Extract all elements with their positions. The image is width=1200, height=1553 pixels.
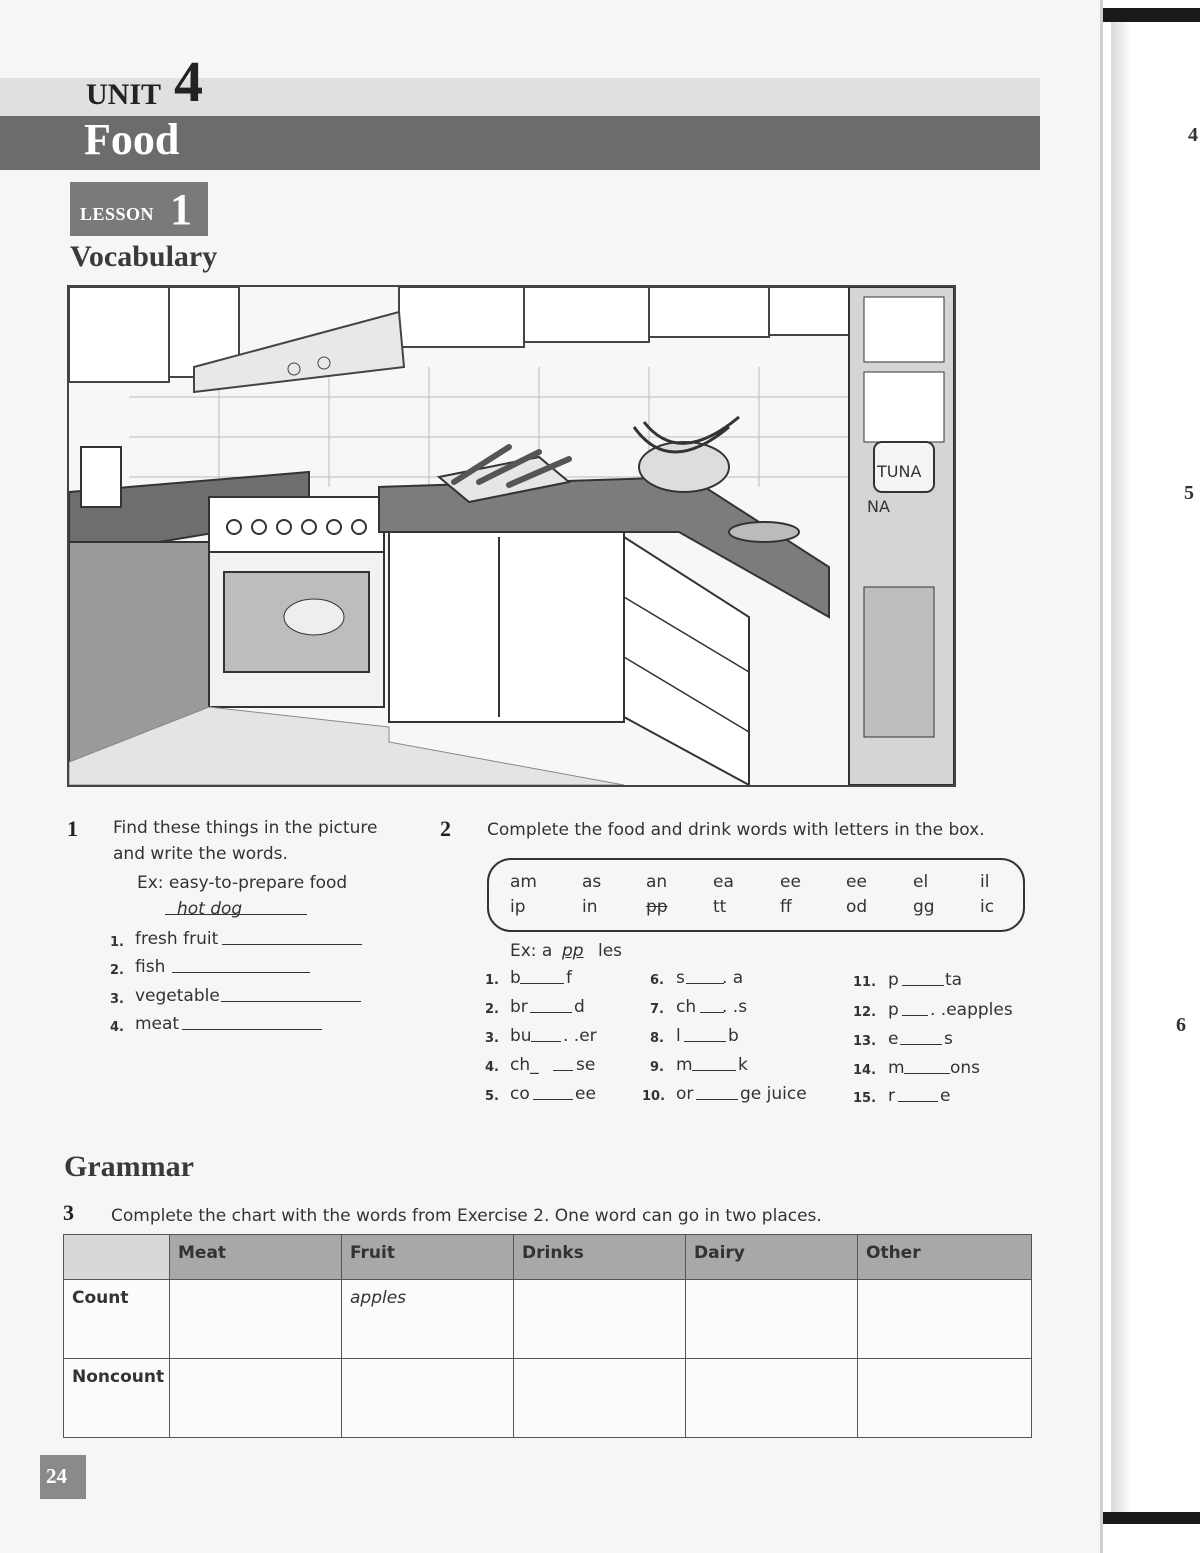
chart-cell[interactable] [686,1280,858,1359]
ex2-item-end: e [940,1086,951,1106]
chart-cell[interactable] [514,1280,686,1359]
ex1-item-num: 1. [110,935,124,950]
edge-number-5: 5 [1184,482,1194,504]
ex2-item-end: b [728,1026,739,1046]
chart-header-fruit: Fruit [342,1235,514,1280]
exercise-1-example-prompt: Ex: easy-to-prepare food [137,873,348,893]
chart-corner-cell [64,1235,170,1280]
exercise-1-example-answer: hot dog [177,899,243,919]
exercise-1-number: 1 [67,816,78,841]
exercise-3-instruction: Complete the chart with the words from Exercise 2. One word can go in two places. [111,1206,822,1226]
chart-cell[interactable]: apples [342,1280,514,1359]
lesson-number: 1 [170,185,192,234]
ex1-item-num: 4. [110,1020,124,1035]
letter-chip: tt [713,897,727,917]
ex1-item-label: meat [135,1014,180,1034]
ex2-example-prefix: Ex: a [510,941,553,961]
grammar-heading: Grammar [64,1150,194,1183]
ex2-item-num: 3. [485,1031,499,1046]
ex2-item-start: l [676,1026,681,1046]
ex2-item-end: ta [945,970,963,990]
edge-top-bar [1103,8,1200,22]
ex2-item-num: 14. [853,1063,877,1078]
exercise-1-instruction: Find these things in the picture [113,818,378,838]
letter-chip: ff [780,897,792,917]
ex2-item-start: m [888,1058,905,1078]
unit-number: 4 [174,49,203,114]
ex2-blank[interactable] [900,1044,942,1045]
ex2-item-start: p [888,1000,899,1020]
ex1-answer-line[interactable] [182,1029,322,1030]
ex2-blank[interactable] [684,1041,726,1042]
page-number: 24 [46,1464,67,1488]
chart-header-row [64,1235,1032,1280]
vocabulary-heading: Vocabulary [70,240,218,273]
letter-chip: am [510,872,537,892]
tuna-can-label-2: NA [867,497,890,516]
edge-number-4: 4 [1188,124,1198,146]
ex2-blank[interactable] [530,1012,572,1013]
letter-chip: ip [510,897,526,917]
ex2-item-num: 9. [650,1060,664,1075]
ex2-item-num: 2. [485,1002,499,1017]
edge-bottom-bar [1103,1512,1200,1524]
chart-cell[interactable] [858,1359,1032,1438]
chart-cell[interactable] [342,1359,514,1438]
ex2-item-num: 11. [853,975,877,990]
chart-cell[interactable] [514,1359,686,1438]
chart-header-drinks: Drinks [514,1235,686,1280]
letter-chip: ea [713,872,734,892]
chart-cell[interactable] [170,1280,342,1359]
ex2-item-num: 5. [485,1089,499,1104]
ex2-item-start: bu [510,1026,532,1046]
tuna-can-label: TUNA [877,462,922,481]
ex2-item-end: . a [722,968,744,988]
ex2-item-end: k [738,1055,748,1075]
ex1-answer-line[interactable] [172,972,310,973]
ex2-blank[interactable] [533,1099,573,1100]
ex1-answer-line[interactable] [221,1001,361,1002]
ex2-item-num: 10. [642,1089,666,1104]
ex1-item-label: vegetable [135,986,220,1006]
ex2-item-end: d [574,997,585,1017]
ex2-item-end: ee [575,1084,596,1104]
ex1-item-num: 2. [110,963,124,978]
chart-cell[interactable] [170,1359,342,1438]
ex2-item-num: 13. [853,1034,877,1049]
unit-title: Food [84,115,180,164]
ex1-item-label: fish [135,957,166,977]
letter-chip: as [582,872,602,892]
chart-row-count [64,1280,1032,1359]
exercise-1-instruction-2: and write the words. [113,844,288,864]
edge-number-6: 6 [1176,1014,1186,1036]
letter-box [487,858,1025,932]
ex2-item-end: . .eapples [930,1000,1013,1020]
ex2-blank[interactable] [696,1099,738,1100]
ex2-blank[interactable] [902,1015,928,1016]
ex2-item-end: ge juice [740,1084,807,1104]
letter-chip: an [646,872,668,892]
ex2-item-num: 8. [650,1031,664,1046]
lesson-label: LESSON [80,204,155,224]
ex1-answer-line[interactable] [222,944,362,945]
ex2-item-end: ons [950,1058,981,1078]
ex2-item-start: br [510,997,528,1017]
chart-cell[interactable] [858,1280,1032,1359]
ex2-example-fill: pp [562,941,584,961]
ex2-item-start: m [676,1055,693,1075]
exercise-2-number: 2 [440,816,451,841]
ex2-item-end: f [566,968,572,988]
chart-row-noncount [64,1359,1032,1438]
exercise-2-instruction: Complete the food and drink words with letters in the box. [487,820,985,840]
ex2-blank[interactable] [692,1070,736,1071]
ex2-item-num: 7. [650,1002,664,1017]
ex2-item-start: s [676,968,685,988]
ex2-item-start: e [888,1029,899,1049]
letter-chip: ee [780,872,801,892]
letter-chip: ic [980,897,995,917]
ex2-item-start: r [888,1086,895,1106]
kitchen-drawing [69,287,954,785]
facing-page-edge [1100,0,1200,1553]
letter-chip: ee [846,872,867,892]
unit-label: UNIT [86,78,162,111]
food-chart [63,1234,1032,1438]
ex2-item-end: . .er [563,1026,597,1046]
ex2-blank[interactable] [700,1012,724,1013]
ex2-item-end: . .s [722,997,748,1017]
chart-header-dairy: Dairy [686,1235,858,1280]
ex2-item-start: ch [676,997,697,1017]
ex2-item-start: or [676,1084,694,1104]
letter-chip-used: pp [646,897,668,917]
ex2-item-start: ch_ [510,1055,539,1075]
ex1-item-label: fresh fruit [135,929,219,949]
ex2-blank[interactable] [531,1041,561,1042]
ex2-blank[interactable] [898,1101,938,1102]
letter-chip: in [582,897,598,917]
chart-header-other: Other [858,1235,1032,1280]
ex2-blank[interactable] [686,983,724,984]
kitchen-illustration [67,285,956,787]
example-answer-line [165,914,307,915]
ex2-blank[interactable] [902,985,944,986]
page-fold-shadow [1111,20,1131,1520]
ex2-item-end: s [944,1029,953,1049]
letter-chip: gg [913,897,935,917]
letter-chip: il [980,872,990,892]
chart-row-label: Count [64,1280,170,1359]
ex2-item-num: 15. [853,1091,877,1106]
chart-header-meat: Meat [170,1235,342,1280]
ex2-blank[interactable] [520,983,564,984]
chart-row-label: Noncount [64,1359,170,1438]
exercise-3-number: 3 [63,1200,74,1225]
ex2-blank[interactable] [553,1070,573,1071]
ex2-item-end: se [576,1055,596,1075]
ex2-blank[interactable] [904,1073,950,1074]
ex2-item-start: b [510,968,521,988]
ex1-item-num: 3. [110,992,124,1007]
ex2-item-num: 6. [650,973,664,988]
ex2-item-start: p [888,970,899,990]
ex2-example-suffix: les [598,941,623,961]
ex2-item-start: co [510,1084,530,1104]
ex2-item-num: 1. [485,973,499,988]
letter-chip: od [846,897,868,917]
ex2-item-num: 12. [853,1005,877,1020]
letter-chip: el [913,872,929,892]
ex2-item-num: 4. [485,1060,499,1075]
chart-cell[interactable] [686,1359,858,1438]
